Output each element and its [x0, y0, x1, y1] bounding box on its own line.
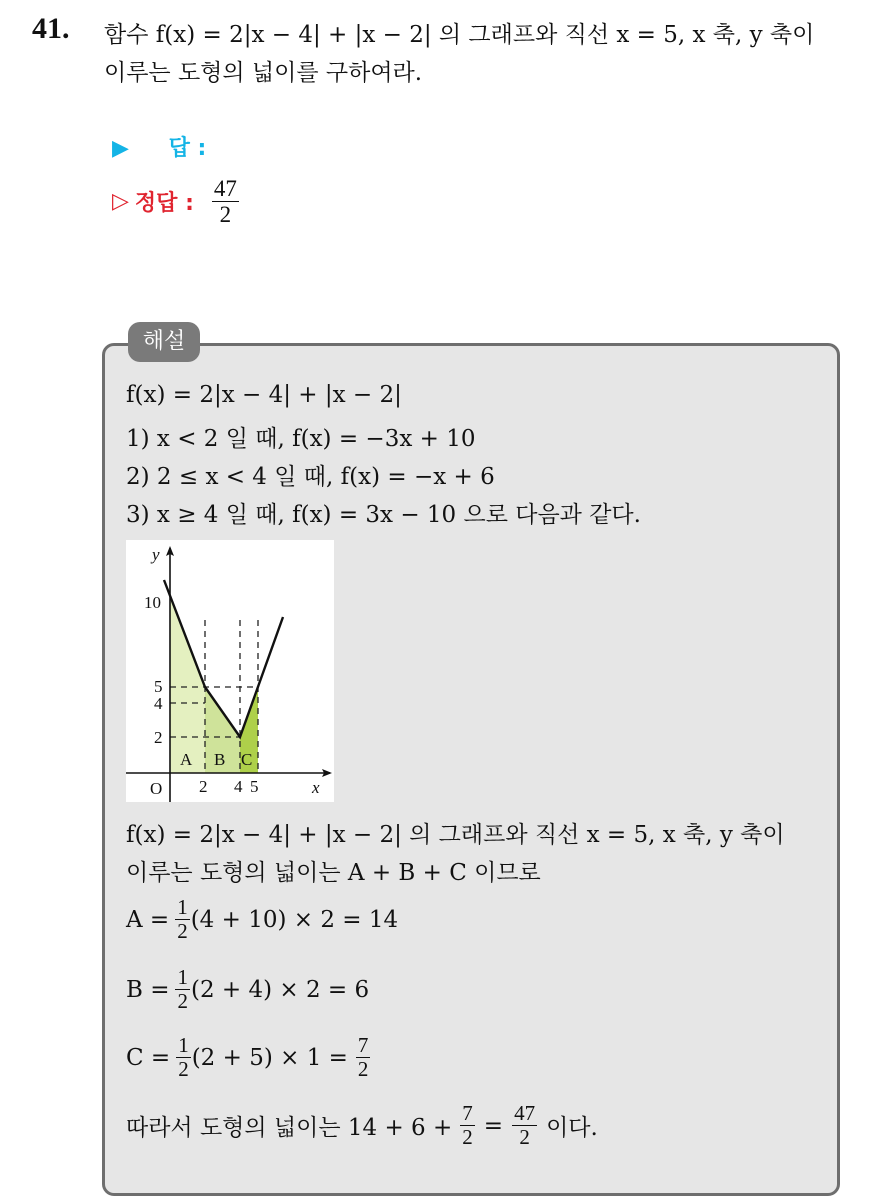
solution-tag: 해설 [128, 322, 200, 362]
y-tick-4: 4 [154, 694, 163, 713]
equation-c-numerator: 1 [178, 1033, 189, 1057]
equation-a-lhs: A = [126, 906, 170, 933]
equation-c-result-denominator: 2 [357, 1057, 369, 1082]
solution-text2-line1: f(x) = 2|x − 4| + |x − 2| 의 그래프와 직선 x = 5, x 축, y 축이 [126, 822, 785, 848]
equation-b-denominator: 2 [177, 989, 188, 1014]
solution-line-4: 3) x ≥ 4 일 때, f(x) = 3x − 10 으로 다음과 같다. [126, 502, 641, 528]
y-tick-10: 10 [144, 593, 161, 612]
solution-text2-line2: 이루는 도형의 넓이는 A + B + C 이므로 [126, 860, 541, 886]
x-axis-label: x [312, 778, 320, 797]
x-tick-2: 2 [199, 777, 208, 796]
equation-a-denominator: 2 [177, 919, 188, 944]
question-number: 41. [32, 12, 70, 45]
equation-a-rhs: (4 + 10) × 2 = 14 [190, 906, 399, 933]
equation-a-numerator: 1 [177, 895, 188, 919]
x-tick-5: 5 [250, 777, 259, 796]
region-b-label: B [214, 750, 226, 769]
correct-answer-denominator: 2 [219, 202, 232, 228]
y-tick-2: 2 [154, 728, 163, 747]
final-equation [126, 1102, 598, 1149]
solution-line-3: 2) 2 ≤ x < 4 일 때, f(x) = −x + 6 [126, 464, 495, 490]
correct-answer-marker-icon: ▷ [112, 189, 129, 215]
y-tick-5: 5 [154, 677, 163, 696]
region-a-label: A [180, 750, 193, 769]
x-tick-4: 4 [234, 777, 243, 796]
final-equation-post: 이다. [546, 1115, 598, 1142]
final-fraction-2 [512, 1102, 537, 1149]
answer-marker-icon: ▶ [112, 136, 129, 161]
equation-c [126, 1034, 371, 1081]
function-graph [126, 540, 334, 802]
final-fraction-1-denominator: 2 [462, 1125, 473, 1150]
equation-c-result-fraction [356, 1034, 371, 1081]
equation-b-rhs: (2 + 4) × 2 = 6 [190, 976, 370, 1003]
correct-answer-label: 정답 : [134, 191, 194, 217]
equation-a [126, 896, 398, 943]
solution-line-1: f(x) = 2|x − 4| + |x − 2| [126, 382, 402, 408]
answer-label: 답 : [168, 136, 207, 161]
origin-label: O [150, 779, 163, 798]
question-text-line1: 함수 f(x) = 2|x − 4| + |x − 2| 의 그래프와 직선 x = 5, x 축, y 축이 [104, 22, 815, 48]
equation-a-fraction [175, 896, 190, 943]
y-axis-label: y [152, 545, 160, 564]
equation-b-lhs: B = [126, 976, 170, 1003]
final-fraction-2-numerator: 47 [514, 1101, 536, 1125]
equation-c-denominator: 2 [178, 1057, 189, 1082]
equation-c-mid: (2 + 5) × 1 = [191, 1044, 348, 1071]
equation-b-fraction [175, 966, 190, 1013]
equation-b [126, 966, 369, 1013]
equation-c-lhs: C = [126, 1044, 171, 1071]
correct-answer-row [112, 176, 239, 228]
final-fraction-2-denominator: 2 [519, 1125, 530, 1150]
equation-c-fraction [176, 1034, 191, 1081]
correct-answer-fraction [212, 176, 239, 228]
question-text-line2: 이루는 도형의 넓이를 구하여라. [104, 60, 423, 86]
final-equals: = [483, 1112, 504, 1139]
final-equation-pre: 따라서 도형의 넓이는 14 + 6 + [126, 1115, 453, 1142]
correct-answer-numerator: 47 [213, 176, 237, 201]
equation-c-result-numerator: 7 [357, 1033, 369, 1057]
region-c-label: C [241, 750, 253, 769]
answer-row [112, 131, 206, 162]
solution-line-2: 1) x < 2 일 때, f(x) = −3x + 10 [126, 426, 476, 452]
equation-b-numerator: 1 [177, 965, 188, 989]
final-fraction-1-numerator: 7 [462, 1101, 473, 1125]
final-fraction-1 [460, 1102, 475, 1149]
